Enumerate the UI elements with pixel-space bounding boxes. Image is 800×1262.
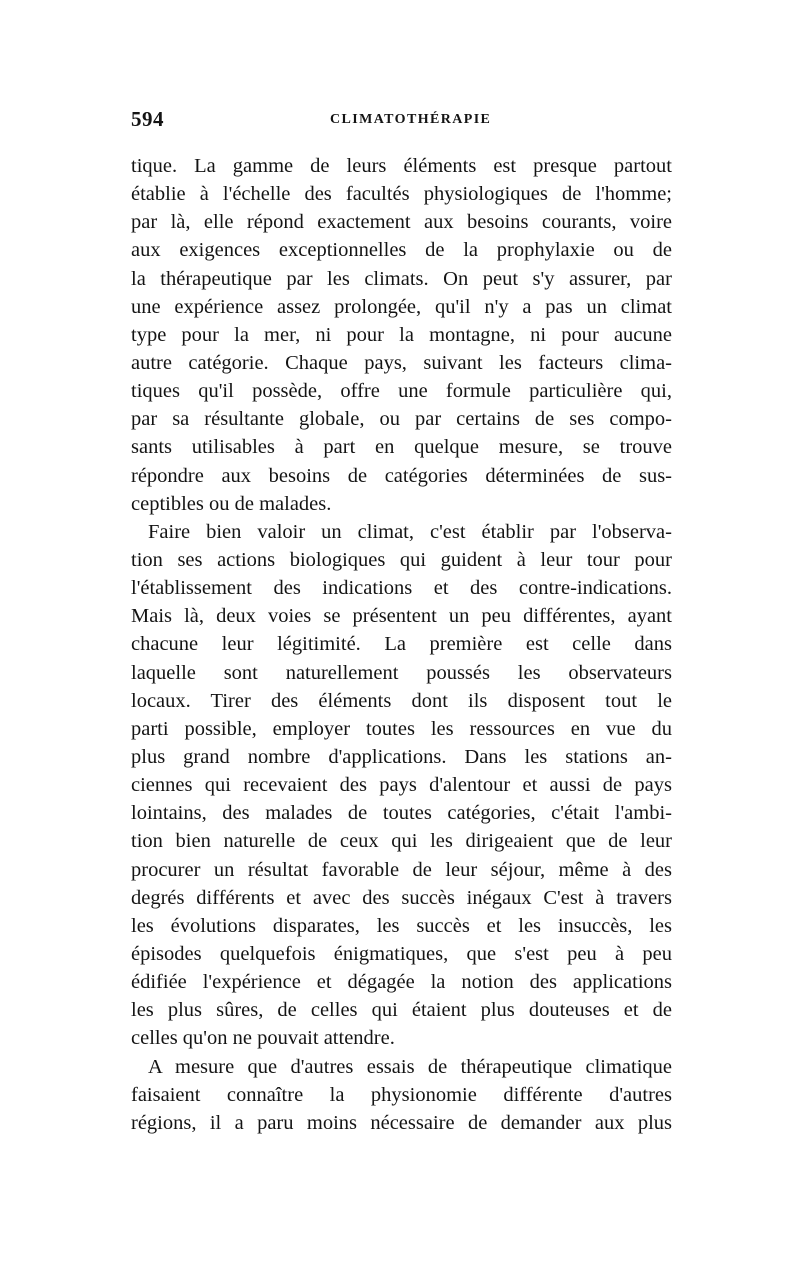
text-line: Faire bien valoir un climat, c'est établir par l'observa- [148,520,672,543]
text-line: établie à l'échelle des facultés physiologiques de l'homme; [131,183,672,206]
text-line: l'établissement des indications et des contre-indications. [131,577,672,600]
text-line: tique. La gamme de leurs éléments est presque partout [131,155,672,177]
text-line: chacune leur légitimité. La première est celle dans [131,633,672,656]
text-line: ceptibles ou de malades. [131,492,332,515]
text-line: A mesure que d'autres essais de thérapeutique climatique [148,1055,672,1078]
text-line: régions, il a paru moins nécessaire de demander aux plus [131,1111,672,1134]
paragraph-1 [131,152,672,518]
text-line: degrés différents et avec des succès inégaux C'est à travers [131,886,672,909]
text-line: parti possible, employer toutes les ressources en vue du [131,717,672,740]
text-line: par là, elle répond exactement aux besoins courants, voire [131,211,672,234]
text-line: autre catégorie. Chaque pays, suivant les facteurs clima- [131,351,672,374]
running-title: CLIMATOTHÉRAPIE [330,112,492,127]
text-line: les plus sûres, de celles qui étaient plus douteuses et de [131,999,672,1022]
text-line: une expérience assez prolongée, qu'il n'y a pas un climat [131,295,672,318]
text-line: édifiée l'expérience et dégagée la notion des applications [131,971,672,994]
text-line: locaux. Tirer des éléments dont ils disposent tout le [131,689,672,712]
text-line: aux exigences exceptionnelles de la prophylaxie ou de [131,239,672,262]
text-line: procurer un résultat favorable de leur séjour, même à des [131,858,672,881]
text-line: tiques qu'il possède, offre une formule particulière qui, [131,380,672,403]
text-line: laquelle sont naturellement poussés les observateurs [131,661,672,684]
text-line: sants utilisables à part en quelque mesure, se trouve [131,436,672,459]
text-line: plus grand nombre d'applications. Dans les stations an- [131,745,672,768]
paragraph-2 [131,518,672,1053]
text-line: répondre aux besoins de catégories déterminées de sus- [131,464,672,487]
text-line: les évolutions disparates, les succès et les insuccès, les [131,914,672,937]
text-line: faisaient connaître la physionomie différente d'autres [131,1083,672,1106]
text-line: épisodes quelquefois énigmatiques, que s'est peu à peu [131,942,672,965]
text-line: par sa résultante globale, ou par certains de ses compo- [131,408,672,431]
text-line: type pour la mer, ni pour la montagne, ni pour aucune [131,323,672,346]
text-line: lointains, des malades de toutes catégories, c'était l'ambi- [131,802,672,825]
text-line: la thérapeutique par les climats. On peut s'y assurer, par [131,267,672,290]
text-line: Mais là, deux voies se présentent un peu différentes, ayant [131,605,672,628]
text-line: celles qu'on ne pouvait attendre. [131,1027,395,1050]
text-line: tion ses actions biologiques qui guident à leur tour pour [131,548,672,571]
text-line: ciennes qui recevaient des pays d'alentour et aussi de pays [131,774,672,797]
text-line: tion bien naturelle de ceux qui les dirigeaient que de leur [131,830,672,853]
page-number: 594 [131,107,164,131]
page-header [131,107,671,137]
paragraph-3 [131,1053,672,1137]
body-text [131,152,672,1137]
